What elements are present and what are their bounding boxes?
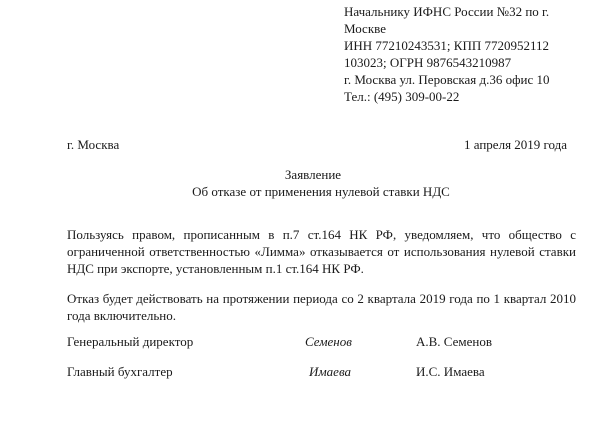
body-paragraph-2: Отказ будет действовать на протяжении периода со 2 квартала 2019 года по 1 квартал 2010 года включительно. [67,291,576,323]
handwritten-signature: Имаева [309,364,352,379]
addressee-line: г. Москва ул. Перовская д.36 офис 10 [344,72,550,87]
addressee-line: 103023; ОГРН 9876543210987 [344,55,512,70]
document-type: Заявление [284,167,342,182]
addressee-line: Начальнику ИФНС России №32 по г. [344,4,550,19]
signatory-name: А.В. Семенов [416,334,493,349]
addressee-line: Москве [344,21,386,36]
signatory-name: И.С. Имаева [416,364,485,379]
signature-row-director [0,334,600,352]
signature-row-accountant [0,364,600,382]
document-title [0,166,600,200]
addressee-line: ИНН 77210243531; КПП 7720952112 [344,38,549,53]
addressee-block [344,3,594,105]
document-subject: Об отказе от применения нулевой ставки НДС [192,184,450,199]
document-city: г. Москва [67,137,120,152]
addressee-line: Тел.: (495) 309-00-22 [344,89,460,104]
signature-position: Главный бухгалтер [67,364,173,379]
signature-position: Генеральный директор [67,334,194,349]
handwritten-signature: Семенов [305,334,352,349]
document-date: 1 апреля 2019 года [464,137,568,152]
body-paragraph-1: Пользуясь правом, прописанным в п.7 ст.164 НК РФ, уведомляем, что общество с ограниченной ответственностью «Лимма» отказывается от использования нулевой ставки НДС при экспорте, установленным п.1 ст.164 НК РФ. [67,227,576,276]
